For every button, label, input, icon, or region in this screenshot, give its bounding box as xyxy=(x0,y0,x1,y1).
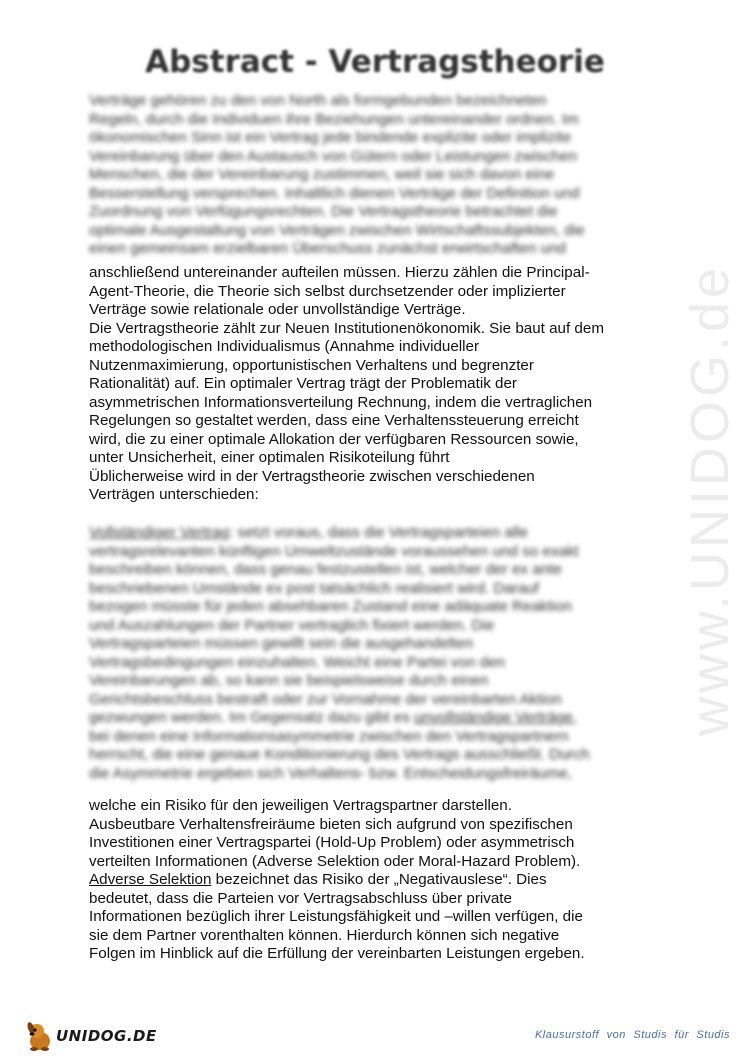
text-line: Üblicherweise wird in der Vertragstheorie zwischen verschiedenen xyxy=(89,467,535,485)
text-line: herrscht, die eine genaue Konditionierung des Vertrags ausschließt. Durch xyxy=(89,746,590,763)
text-line xyxy=(89,871,659,890)
term-adverse-selektion[interactable]: Adverse Selektion xyxy=(89,871,212,888)
text-line: anschließend untereinander aufteilen müssen. Hierzu zählen die Principal- xyxy=(89,264,590,281)
text-line: und Auszahlungen der Partner vertraglich fixiert werden. Die xyxy=(89,616,495,634)
text-line: ökonomischen Sinn ist ein Vertrag jede bindende explizite oder implizite xyxy=(89,129,572,146)
text-line xyxy=(89,709,659,728)
text-line: Zuordnung von Verfügungsrechten. Die Vertragstheorie betrachtet die xyxy=(89,203,558,220)
text-line: verteilten Informationen (Adverse Selektion oder Moral-Hazard Problem). xyxy=(89,852,581,870)
text-line: Folgen im Hinblick auf die Erfüllung der vereinbarten Leistungen ergeben. xyxy=(89,945,585,962)
text-line: bedeutet, dass die Parteien vor Vertragsabschluss über private xyxy=(89,889,512,907)
text-line: Gerichtsbeschluss bestraft oder zur Vornahme der vereinbarten Aktion xyxy=(89,690,562,708)
text-line: asymmetrischen Informationsverteilung Rechnung, indem die vertraglichen xyxy=(89,393,593,411)
term-vollstaendiger-vertrag[interactable]: Vollständiger Vertrag xyxy=(89,524,230,541)
text-line: Vereinbarungen ab, so kann sie beispielsweise durch einen xyxy=(89,672,489,689)
text-line: beschriebenen Umstände ex post tatsächlich realisiert wird. Darauf xyxy=(89,579,539,597)
text-line: unter Unsicherheit, einer optimalen Risikoteilung führt xyxy=(89,449,450,466)
text-line: Investitionen einer Vertragspartei (Hold-Up Problem) oder asymmetrisch xyxy=(89,834,575,851)
text-line xyxy=(89,524,659,543)
paragraph-contracts-blurred xyxy=(89,524,659,783)
text-line: bezogen müsste für jeden absehbaren Zustand eine adäquate Reaktion xyxy=(89,598,572,615)
text-line: Nutzenmaximierung, opportunistischen Verhaltens und begrenzter xyxy=(89,356,534,374)
text-line: Menschen, die der Vereinbarung zustimmen, weil sie sich davon eine xyxy=(89,166,555,183)
term-unvollstaendige-vertraege[interactable]: unvollständige Verträge xyxy=(414,709,573,726)
text-line: Verträgen unterschieden: xyxy=(89,486,259,503)
text-fragment: : setzt voraus, dass die Vertragsparteien alle xyxy=(229,524,529,541)
text-line: Rationalität) auf. Ein optimaler Vertrag trägt der Problematik der xyxy=(89,375,517,392)
text-fragment: gezwungen werden. Im Gegensatz dazu gibt es xyxy=(89,709,410,726)
text-line: optimale Ausgestaltung von Verträgen zwischen Wirtschaftssubjekten, die xyxy=(89,221,585,239)
paragraph-intro-blurred xyxy=(89,92,659,259)
text-line: Vereinbarung über den Austausch von Gütern oder Leistungen zwischen xyxy=(89,147,578,165)
footer-tagline: Klausurstoff von Studis für Studis xyxy=(534,1029,730,1041)
paragraph-adverse-selection xyxy=(89,797,659,964)
text-line: Die Vertragstheorie zählt zur Neuen Institutionenökonomik. Sie baut auf dem xyxy=(89,319,604,337)
text-line: welche ein Risiko für den jeweiligen Vertragspartner darstellen. xyxy=(89,797,512,814)
text-line: Agent-Theorie, die Theorie sich selbst durchsetzender oder implizierter xyxy=(89,282,566,300)
text-line: vertragsrelevanten künftigen Umweltzustände voraussehen und so exakt xyxy=(89,542,579,560)
text-line: Informationen bezüglich ihrer Leistungsfähigkeit und –willen verfügen, die xyxy=(89,908,583,925)
text-line: einen gemeinsam erzielbaren Überschuss zunächst erwirtschaften und xyxy=(89,240,566,257)
text-line: methodologischen Individualismus (Annahme individueller xyxy=(89,338,480,355)
unidog-logo[interactable] xyxy=(24,1016,157,1056)
dog-icon xyxy=(24,1019,54,1053)
paragraph-intro-visible xyxy=(89,264,659,505)
text-fragment: , xyxy=(572,709,578,726)
text-line: Besserstellung versprechen. Inhaltlich dienen Verträge der Definition und xyxy=(89,184,580,202)
text-line: wird, die zu einer optimale Allokation der verfügbaren Ressourcen sowie, xyxy=(89,430,579,448)
watermark-text: www.UNIDOG.de xyxy=(680,263,740,737)
text-line: bei denen eine Informationsasymmetrie zwischen den Vertragspartnern xyxy=(89,727,569,745)
text-line: beschreiben können, dass genau festzustellen ist, welcher der ex ante xyxy=(89,561,562,578)
text-line: Ausbeutbare Verhaltensfreiräume bieten sich aufgrund von spezifischen xyxy=(89,815,573,833)
text-line: Vertragsparteien müssen gewillt sein die ausgehandelten xyxy=(89,635,474,652)
text-fragment: bezeichnet das Risiko der „Negativauslese“. Dies xyxy=(211,871,547,888)
logo-text: UNIDOG.DE xyxy=(56,1027,157,1045)
text-line: Vertragsbedingungen einzuhalten. Weicht eine Partei von den xyxy=(89,653,505,671)
text-line: Verträge gehören zu den von North als formgebunden bezeichneten xyxy=(89,92,547,109)
text-line: die Asymmetrie ergeben sich Verhaltens- bzw. Entscheidungsfreiräume, xyxy=(89,764,572,782)
text-line: Regelungen so gestaltet werden, dass eine Verhaltenssteuerung erreicht xyxy=(89,412,579,429)
text-line: sie dem Partner vorenthalten können. Hierdurch können sich negative xyxy=(89,926,560,944)
page-title: Abstract - Vertragstheorie xyxy=(145,44,605,80)
text-line: Regeln, durch die Individuen ihre Beziehungen untereinander ordnen. Im xyxy=(89,110,579,128)
text-line: Verträge sowie relationale oder unvollständige Verträge. xyxy=(89,301,466,318)
